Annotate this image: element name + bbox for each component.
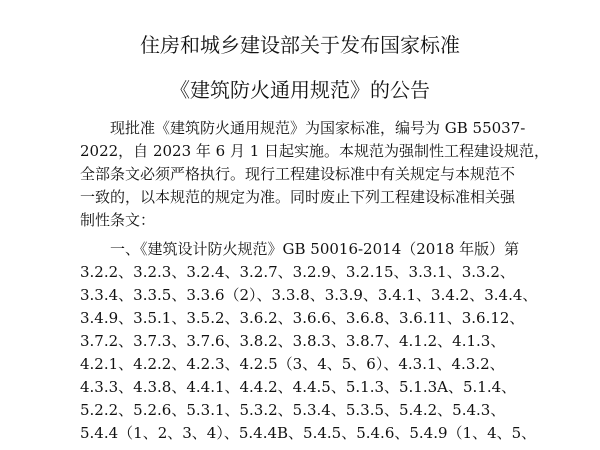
paragraph-line: 全部条文必须严格执行。现行工程建设标准中有关规定与本规范不 xyxy=(80,165,516,183)
clause-line: 5.2.2、5.2.6、5.3.1、5.3.2、5.3.4、5.3.5、5.4.2、5.4.3、 xyxy=(80,401,506,419)
paragraph-line: 制性条文： xyxy=(80,211,156,229)
clause-line: 3.4.9、3.5.1、3.5.2、3.6.2、3.6.6、3.6.8、3.6.11、3.6.12、 xyxy=(80,309,525,327)
clause-line: 4.3.3、4.3.8、4.4.1、4.4.2、4.4.5、5.1.3、5.1.3A、5.1.4、 xyxy=(80,378,517,396)
document-title-line-1: 住房和城乡建设部关于发布国家标准 xyxy=(140,33,460,57)
paragraph-line: 现批准《建筑防火通用规范》为国家标准，编号为 GB 55037- xyxy=(110,119,526,137)
clause-line: 3.7.2、3.7.3、3.7.6、3.8.2、3.8.3、3.8.7、4.1.2、4.1.3、 xyxy=(80,332,506,350)
announcement-paragraph xyxy=(80,117,550,232)
repealed-clauses-paragraph xyxy=(80,238,550,445)
clause-line: 一、《建筑设计防火规范》GB 50016-2014（2018 年版）第 xyxy=(110,240,520,258)
clause-line: 4.2.1、4.2.2、4.2.3、4.2.5（3、4、5、6）、4.3.1、4.3.2、 xyxy=(80,355,505,373)
document-title-line-2: 《建筑防火通用规范》的公告 xyxy=(170,78,430,102)
paragraph-line: 2022，自 2023 年 6 月 1 日起实施。本规范为强制性工程建设规范， xyxy=(80,142,550,160)
paragraph-line: 一致的，以本规范的规定为准。同时废止下列工程建设标准相关强 xyxy=(80,188,516,206)
clause-line: 3.2.2、3.2.3、3.2.4、3.2.7、3.2.9、3.2.15、3.3.1、3.3.2、 xyxy=(80,263,515,281)
clause-line: 5.4.4（1、2、3、4）、5.4.4B、5.4.5、5.4.6、5.4.9（1、4、5、 xyxy=(80,424,537,442)
clause-line: 3.3.4、3.3.5、3.3.6（2）、3.3.8、3.3.9、3.4.1、3.4.2、3.4.4、 xyxy=(80,286,538,304)
